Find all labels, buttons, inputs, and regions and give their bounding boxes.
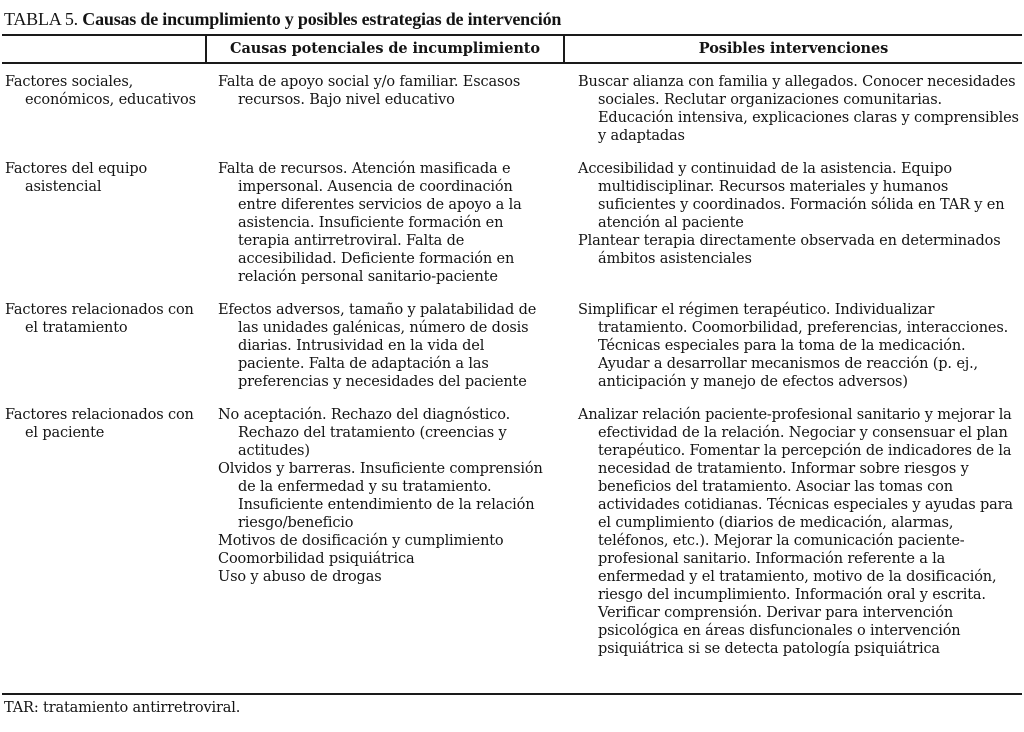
cause-paragraph: No aceptación. Rechazo del diagnóstico. Rechazo del tratamiento (creencias y actitudes): [218, 407, 511, 459]
factor-text: Factores del equipo asistencial: [5, 161, 148, 195]
causes-cell: [205, 73, 563, 145]
causes-cell: [205, 406, 563, 658]
interventions-cell: [563, 160, 1022, 286]
intervention-paragraph: Analizar relación paciente-profesional sanitario y mejorar la efectividad de la relación. Negociar y consensuar el plan terapéutico. Fomentar la percepción de indicadores de la necesidad de tratamiento. Informar sobre riesgos y beneficios del tratamiento. Asociar las tomas con actividades cotidianas. Técnicas especiales y ayudas para el cumplimiento (diarios de medicación, alarmas, teléfonos, etc.). Mejorar la comunicación paciente-profesional sanitario. Información referente a la enfermedad y el tratamiento, motivo de la dosificación, riesgo del incumplimiento. Información oral y escrita. Verificar comprensión. Derivar para intervención psicológica en áreas disfuncionales o intervención psiquiátrica si se detecta patología psiquiátrica: [578, 407, 1013, 657]
table-body: [2, 64, 1022, 695]
intervention-paragraph: Simplificar el régimen terapéutico. Individualizar tratamiento. Coomorbilidad, preferencias, interacciones. Técnicas especiales para la toma de la medicación. Ayudar a desarrollar mecanismos de reacción (p. ej., anticipación y manejo de efectos adversos): [578, 302, 1009, 390]
cause-paragraph: Falta de recursos. Atención masificada e impersonal. Ausencia de coordinación entre diferentes servicios de apoyo a la asistencia. Insuficiente formación en terapia antirretroviral. Falta de accesibilidad. Deficiente formación en relación personal sanitario-paciente: [218, 161, 522, 285]
intervention-paragraph: Accesibilidad y continuidad de la asistencia. Equipo multidisciplinar. Recursos materiales y humanos suficientes y coordinados. Formación sólida en TAR y en atención al paciente: [578, 161, 1005, 231]
interventions-cell: [563, 73, 1022, 145]
cause-paragraph: Uso y abuso de drogas: [218, 569, 382, 585]
cause-paragraph: Olvidos y barreras. Insuficiente comprensión de la enfermedad y su tratamiento. Insuficiente entendimiento de la relación riesgo/beneficio: [218, 461, 543, 531]
table-row-treatment-factors: [2, 301, 1022, 391]
factor-text: Factores sociales, económicos, educativos: [5, 74, 196, 108]
intervention-paragraph: Plantear terapia directamente observada en determinados ámbitos asistenciales: [578, 233, 1001, 267]
header-cell-empty: [2, 36, 205, 62]
cause-paragraph: Efectos adversos, tamaño y palatabilidad de las unidades galénicas, número de dosis diarias. Intrusividad en la vida del paciente. Falta de adaptación a las preferencias y necesidades del paciente: [218, 302, 537, 390]
table-row-patient-factors: [2, 406, 1022, 658]
cause-paragraph: Coomorbilidad psiquiátrica: [218, 551, 415, 567]
table-header-row: [2, 36, 1022, 64]
interventions-cell: [563, 406, 1022, 658]
header-cell-interventions: Posibles intervenciones: [563, 36, 1022, 62]
intervention-paragraph: Buscar alianza con familia y allegados. Conocer necesidades sociales. Reclutar organizaciones comunitarias. Educación intensiva, explicaciones claras y comprensibles y adaptadas: [578, 74, 1019, 144]
factor-cell: [2, 406, 205, 658]
table-row-social-factors: [2, 73, 1022, 145]
factor-cell: [2, 301, 205, 391]
table-row-care-team-factors: [2, 160, 1022, 286]
table: [2, 34, 1022, 695]
interventions-cell: [563, 301, 1022, 391]
table-title: [2, 0, 1022, 34]
factor-cell: [2, 73, 205, 145]
cause-paragraph: Falta de apoyo social y/o familiar. Escasos recursos. Bajo nivel educativo: [218, 74, 521, 108]
factor-text: Factores relacionados con el tratamiento: [5, 302, 194, 336]
causes-cell: [205, 160, 563, 286]
header-cell-causes: Causas potenciales de incumplimiento: [205, 36, 563, 62]
table-footnote: TAR: tratamiento antirretroviral.: [4, 700, 241, 716]
table-caption: Causas de incumplimiento y posibles estrategias de intervención: [82, 9, 562, 29]
table-number: TABLA 5.: [4, 9, 78, 29]
factor-text: Factores relacionados con el paciente: [5, 407, 194, 441]
factor-cell: [2, 160, 205, 286]
cause-paragraph: Motivos de dosificación y cumplimiento: [218, 533, 504, 549]
causes-cell: [205, 301, 563, 391]
